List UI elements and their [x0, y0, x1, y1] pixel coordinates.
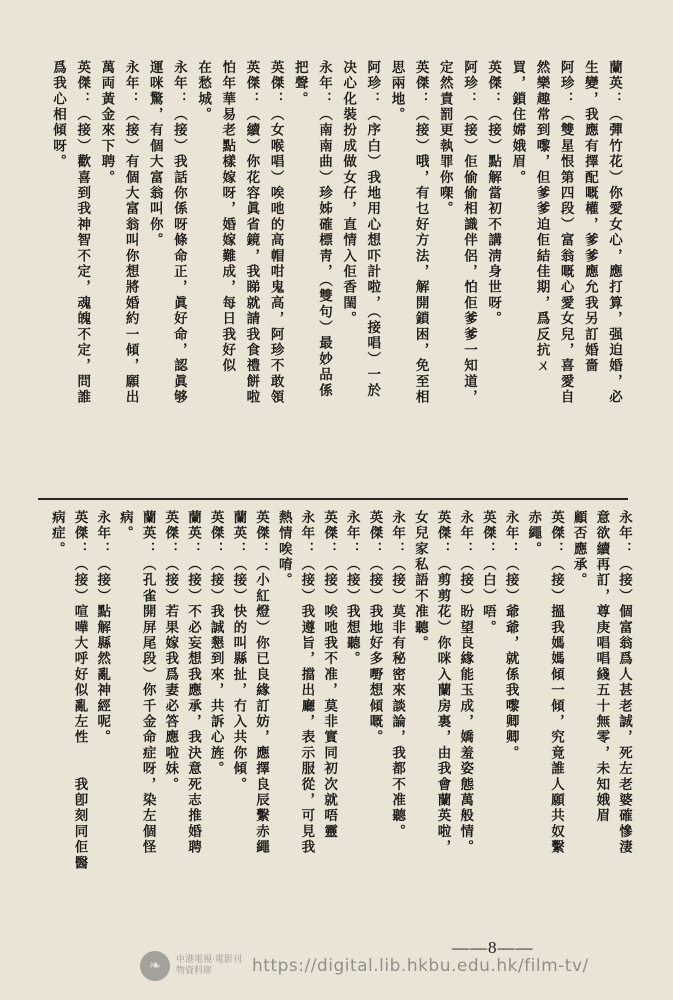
text-column: 英傑：（接）點解當初不講淸身世呀。	[485, 60, 502, 327]
text-column: 蘭英：（孔雀開屏尾段）你千金命症呀，染左個怪	[139, 510, 156, 856]
text-column: 英傑：（接）哦，有乜好方法，解開鎖困，免至相	[412, 60, 429, 406]
text-column: 决心化裝扮成做女仔，直情入佢香閨。	[340, 60, 357, 327]
text-column: 英傑：（接）若果嫁我爲妻必答應啦妹。	[162, 510, 179, 793]
text-column: 病症。	[48, 510, 65, 558]
text-column: 阿珍：（雙星恨第四段）富翁嘅心愛女兒，喜愛自	[557, 60, 574, 406]
text-column: 英傑：（剪剪花）你咪入蘭房裏，由我會蘭英啦，	[434, 510, 451, 856]
text-column: 永年：（接）我話你係呀條命正，眞好命，認眞够	[170, 60, 187, 406]
text-column: 永年：（接）盼望良緣能玉成，嬌羞姿態萬般情。	[457, 510, 474, 856]
text-column: 把聲。	[291, 60, 308, 108]
text-column: 蘭英：（接）快的叫縣扯，冇入共你傾。	[230, 510, 247, 793]
watermark-org-name: 中港電視·電影刊物資料庫	[176, 955, 242, 976]
text-column: 思兩地。	[388, 60, 405, 123]
text-column: 英傑：（接）唉吔我不准，莫非實同初次就唔靈	[321, 510, 338, 840]
text-column: 永年：（接）莫非有秘密來談論，我都不准聽。	[389, 510, 406, 840]
text-column: 蘭英：（接）不必妄想我應承，我決意死志推婚聘	[184, 510, 201, 856]
text-column: 永年：（接）我想聽。	[343, 510, 360, 667]
text-column: 永年：（接）爺爺，就係我嚟卿卿。	[502, 510, 519, 762]
text-column: 病。	[116, 510, 133, 542]
text-column: 英傑：（女喉唱）唉吔的高帽咁鬼高，阿珍不敢領	[267, 60, 284, 406]
watermark-url: https://digital.lib.hkbu.edu.hk/film-tv/	[252, 956, 589, 976]
text-column: 蘭英：（彈竹花）你愛女心，應打算，强迫婚，必	[606, 60, 622, 406]
text-column: 怕年華易老點樣嫁呀，婚嫁難成，每日我好似	[219, 60, 236, 374]
library-watermark	[140, 948, 660, 984]
text-column: 永年：（接）點解縣然亂神經呢。	[94, 510, 111, 746]
text-column: 爲我心相傾呀。	[50, 60, 67, 170]
text-column: 永年：（接）個富翁爲人甚老誠，死左老婆確慘淒	[616, 510, 632, 856]
lower-text-block	[40, 510, 630, 905]
text-column: 女兒家私語不准聽。	[411, 510, 428, 652]
text-column: 生變，我應有擇配嘅權，爹爹應允我另訂婚嗇	[581, 60, 598, 374]
text-column: 萬両黃金來下聘。	[98, 60, 115, 186]
text-column: 運咪驚，有個大富翁叫你。	[146, 60, 163, 249]
text-column: 熱情唉唷。	[275, 510, 292, 589]
text-column: 英傑：（接）歡喜到我神智不定，魂魄不定，問誰	[74, 60, 91, 406]
library-logo-icon: ❧	[140, 951, 170, 981]
text-column: 英傑：（白）唔。	[479, 510, 496, 636]
text-column: 買，鎖住嫦娥眉。	[509, 60, 526, 186]
text-column: 永年：（接）我遵旨，擋出廳，表示服從，可見我	[298, 510, 315, 856]
section-divider	[38, 498, 628, 500]
text-column: 意欲續再訂，尊庚唱唱綫五十無零，未知娥眉	[593, 510, 610, 824]
text-column: 阿珍：（序白）我地用心想吓計啦，（接唱）一於	[364, 60, 381, 399]
text-column: 英傑：（接）我地好多嘢想傾嘅。	[366, 510, 383, 746]
page-number: ——8——	[452, 938, 534, 957]
upper-text-block	[40, 60, 620, 490]
text-column: 定然責罰更執罪你㗎。	[436, 60, 453, 217]
text-column: 然樂趣常到嚟，但爹爹迫佢結佳期，爲反抗ㄨ	[533, 60, 550, 374]
text-column: 英傑：（接）搵我媽媽傾一傾，究竟誰人願共奴繫	[547, 510, 564, 856]
text-column: 英傑：（接）我誠懇到來，共訴心旌。	[207, 510, 224, 777]
text-column: 英傑：（小紅燈）你已良緣訂妨，應擇良辰繫赤繩	[253, 510, 269, 856]
text-column: 顧否應承。	[570, 510, 587, 589]
text-column: 英傑：（接）喧嘩大呼好似亂左性 我卽刻同佢醫	[71, 510, 88, 872]
text-column: 赤繩。	[525, 510, 542, 558]
text-column: 永年：（南南曲）珍姊確標靑，（雙句）最妙品係	[315, 60, 332, 399]
text-column: 英傑：（續）你花容眞省鏡，我睇就請我食禮餅啦	[243, 60, 260, 406]
text-column: 永年：（接）有個大富翁叫你想將婚約一傾，願出	[122, 60, 139, 406]
text-column: 在愁城。	[195, 60, 212, 123]
text-column: 阿珍：（接）佢偷偷相識伴侶，怕佢爹爹一知道，	[460, 60, 477, 406]
